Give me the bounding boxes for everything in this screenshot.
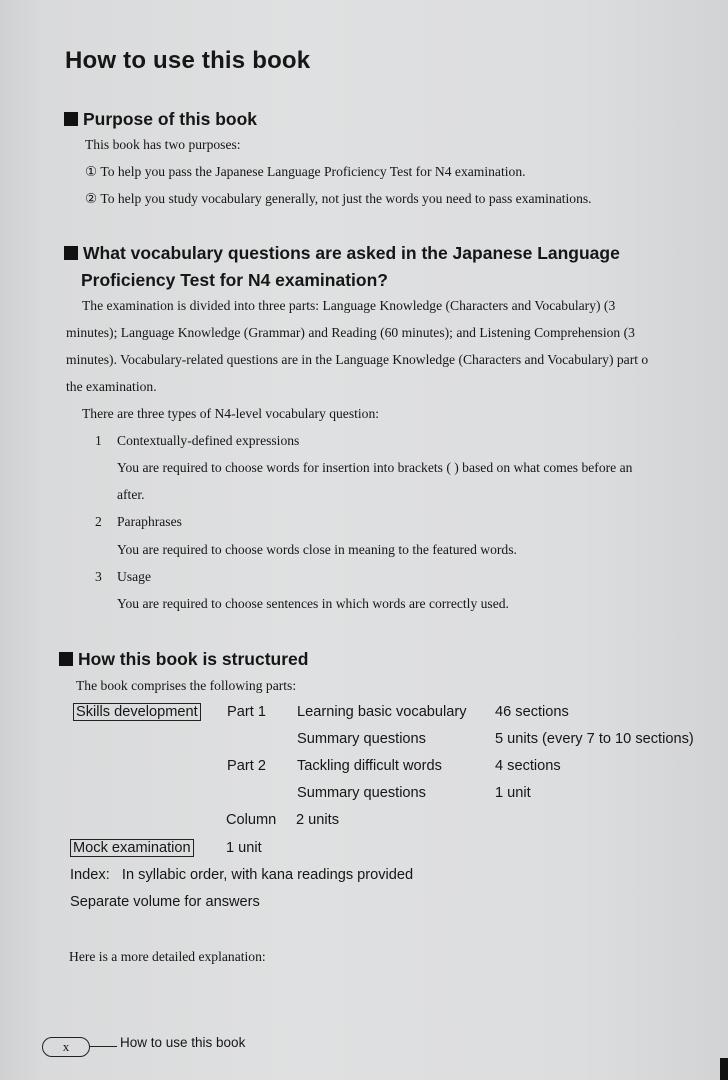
purpose-item-1: ① To help you pass the Japanese Language Proficiency Test for N4 examination. xyxy=(85,164,526,179)
type-description: You are required to choose words close in meaning to the featured words. xyxy=(117,542,517,557)
type-description: You are required to choose sentences in which words are correctly used. xyxy=(117,596,509,611)
questions-para-line-3: minutes). Vocabulary-related questions are in the Language Knowledge (Characters and Vocabulary) part o xyxy=(66,352,649,367)
page-number-badge xyxy=(42,1037,90,1057)
footer-rule xyxy=(90,1046,117,1047)
edge-thumb-mark xyxy=(720,1058,728,1080)
part-1-label: Part 1 xyxy=(227,704,266,720)
type-description: after. xyxy=(117,487,145,502)
index-text: Index: In syllabic order, with kana readings provided xyxy=(70,867,414,883)
purpose-item-2: ② To help you study vocabulary generally, not just the words you need to pass examinations. xyxy=(85,191,592,206)
questions-para-line-1: The examination is divided into three parts: Language Knowledge (Characters and Vocabulary) (3 xyxy=(82,298,616,313)
page-number: x xyxy=(62,1039,70,1054)
type-number: 2 xyxy=(95,514,102,529)
part-2-label: Part 2 xyxy=(227,758,266,774)
structure-row-item: Summary questions xyxy=(297,785,426,801)
structure-row-count: 4 sections xyxy=(495,758,561,774)
type-description: You are required to choose words for insertion into brackets ( ) based on what comes before an xyxy=(117,460,633,475)
purpose-heading: Purpose of this book xyxy=(64,109,257,130)
mock-examination-label: Mock examination xyxy=(70,839,194,857)
type-name: Usage xyxy=(117,569,151,584)
square-bullet-icon xyxy=(59,652,73,666)
detailed-explanation-text: Here is a more detailed explanation: xyxy=(69,949,266,964)
separate-volume-text: Separate volume for answers xyxy=(70,894,260,910)
structure-row-count: 46 sections xyxy=(495,704,569,720)
structure-row-item: Learning basic vocabulary xyxy=(297,704,467,720)
questions-para-line-2: minutes); Language Knowledge (Grammar) and Reading (60 minutes); and Listening Comprehension (3 xyxy=(66,325,635,340)
column-value: 2 units xyxy=(296,812,339,828)
structure-row-item: Summary questions xyxy=(297,731,426,747)
type-number: 3 xyxy=(95,569,102,584)
square-bullet-icon xyxy=(64,112,78,126)
structure-row-count: 1 unit xyxy=(495,785,531,801)
footer-running-title: How to use this book xyxy=(120,1035,246,1050)
questions-para-line-4: the examination. xyxy=(66,379,157,394)
mock-examination-value: 1 unit xyxy=(226,840,262,856)
type-name: Contextually-defined expressions xyxy=(117,433,300,448)
page-title: How to use this book xyxy=(65,47,311,74)
questions-heading-line2: Proficiency Test for N4 examination? xyxy=(81,270,388,290)
type-name: Paraphrases xyxy=(117,514,182,529)
type-number: 1 xyxy=(95,433,102,448)
column-label: Column xyxy=(226,812,277,828)
types-intro: There are three types of N4-level vocabulary question: xyxy=(82,406,380,421)
structure-intro: The book comprises the following parts: xyxy=(76,678,297,693)
structure-row-count: 5 units (every 7 to 10 sections) xyxy=(495,731,694,747)
square-bullet-icon xyxy=(64,246,78,260)
structure-row-item: Tackling difficult words xyxy=(297,758,442,774)
structure-heading: How this book is structured xyxy=(59,649,308,670)
skills-development-label: Skills development xyxy=(73,703,201,721)
purpose-intro: This book has two purposes: xyxy=(85,137,241,152)
questions-heading-line1: What vocabulary questions are asked in the Japanese Language xyxy=(64,243,620,264)
